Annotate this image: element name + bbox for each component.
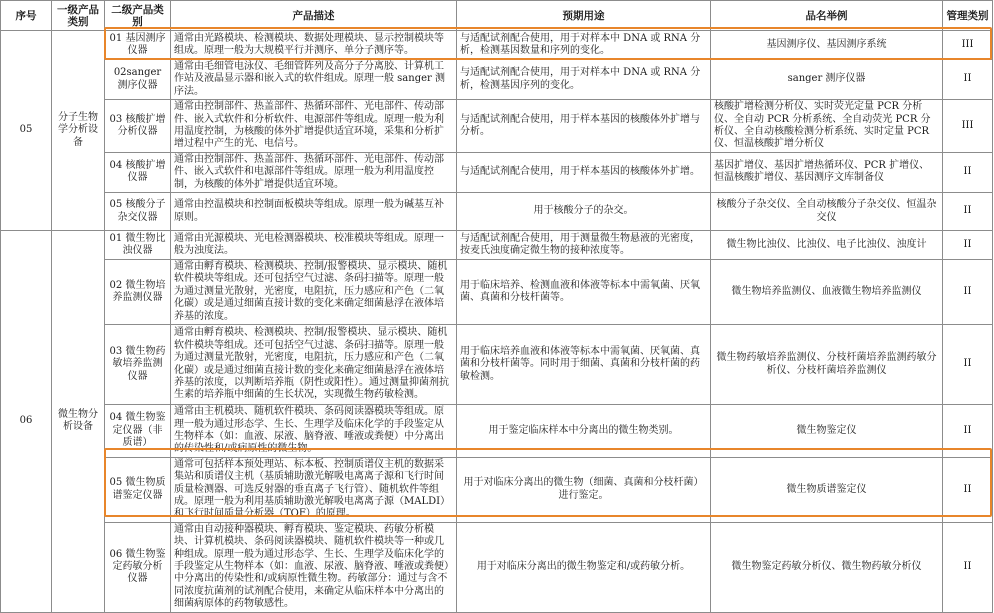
mgmt-cell: III (943, 31, 993, 60)
subcategory-cell: 03 微生物药敏培养监测仪器 (105, 325, 171, 405)
description-cell: 通常由孵育模块、检测模块、控制/报警模块、显示模块、随机软件模块等组成。还可包括空气过滤、条码扫描等。原理一般为通过测量光散射，光密度，电阻抗，压力感应和产色（二氧化碳）或是通过细菌直接计数的变化来确定细菌悬浮在液体培养基的浓度，以判断培养瓶（阴性或阳性）。通过测量抑菌剂抗生素的培养瓶中细菌的生长状况，实现微生物药敏检测。 (171, 325, 457, 405)
use-cell: 与适配试剂配合使用，用于对样本中 DNA 或 RNA 分析，检测基因数量和序列的变化。 (457, 31, 711, 60)
subcategory-cell: 02sanger 测序仪器 (105, 60, 171, 100)
header-use: 预期用途 (457, 1, 711, 31)
examples-cell: 核酸扩增检测分析仪、实时荧光定量 PCR 分析仪、全自动 PCR 分析系统、全自动荧光 PCR 分析仪、全自动核酸检测分析系统、实时定量 PCR 仪、恒温核酸扩增分析仪 (711, 100, 943, 153)
examples-cell: 核酸分子杂交仪、全自动核酸分子杂交仪、恒温杂交仪 (711, 193, 943, 231)
mgmt-cell: II (943, 405, 993, 458)
use-cell: 用于核酸分子的杂交。 (457, 193, 711, 231)
use-cell: 与适配试剂配合使用，用于样本基因的核酸体外扩增。 (457, 152, 711, 192)
use-cell: 用于鉴定临床样本中分离出的微生物类别。 (457, 405, 711, 458)
header-mgmt: 管理类别 (943, 1, 993, 31)
table-row (1, 231, 993, 260)
table-row (1, 457, 993, 522)
use-cell: 与适配试剂配合使用，用于对样本中 DNA 或 RNA 分析，检测基因序列的变化。 (457, 60, 711, 100)
header-row (1, 1, 993, 31)
subcategory-cell: 05 微生物质谱鉴定仪器 (105, 457, 171, 522)
group-category: 分子生物学分析设备 (52, 31, 105, 231)
subcategory-cell: 04 核酸扩增仪器 (105, 152, 171, 192)
mgmt-cell: II (943, 193, 993, 231)
examples-cell: sanger 测序仪器 (711, 60, 943, 100)
header-seq: 序号 (1, 1, 52, 31)
use-cell: 用于临床培养、检测血液和体液等标本中需氧菌、厌氧菌、真菌和分枝杆菌等。 (457, 260, 711, 325)
subcategory-cell: 06 微生物鉴定药敏分析仪器 (105, 522, 171, 612)
examples-cell: 微生物质谱鉴定仪 (711, 457, 943, 522)
table-row (1, 152, 993, 192)
description-cell: 通常可包括样本预处理站、标本板、控制质谱仪主机的数据采集站和质谱仪主机（基质辅助激光解吸电离离子源和飞行时间质量检测器、可选反射器的垂直离子飞行管）、随机软件等组成。原理一般为利用基质辅助激光解吸电离离子源（MALDI）和飞行时间质量分析器（TOF）的原理。 (171, 457, 457, 522)
description-cell: 通常由光路模块、检测模块、数据处理模块、显示控制模块等组成。原理一般为大规模平行并测序、单分子测序等。 (171, 31, 457, 60)
description-cell: 通常由主机模块、随机软件模块、条码阅读器模块等组成。原理一般为通过形态学、生长、生理学及临床化学的手段鉴定从生物样本（如：血液、尿液、脑脊液、唾液或粪便）中分离出的传染性和/或病原性的微生物。 (171, 405, 457, 458)
table-row (1, 60, 993, 100)
examples-cell: 微生物药敏培养监测仪、分枝杆菌培养监测药敏分析仪、分枝杆菌培养监测仪 (711, 325, 943, 405)
header-cat2: 二级产品类别 (105, 1, 171, 31)
subcategory-cell: 01 微生物比浊仪器 (105, 231, 171, 260)
use-cell: 与适配试剂配合使用，用于测量微生物悬液的光密度，按麦氏浊度确定微生物的接种浓度等。 (457, 231, 711, 260)
mgmt-cell: II (943, 457, 993, 522)
mgmt-cell: II (943, 260, 993, 325)
description-cell: 通常由控温模块和控制面板模块等组成。原理一般为碱基互补原则。 (171, 193, 457, 231)
subcategory-cell: 03 核酸扩增分析仪器 (105, 100, 171, 153)
use-cell: 与适配试剂配合使用，用于样本基因的核酸体外扩增与分析。 (457, 100, 711, 153)
subcategory-cell: 02 微生物培养监测仪器 (105, 260, 171, 325)
table-row (1, 31, 993, 60)
group-seq: 05 (1, 31, 52, 231)
description-cell: 通常由自动接种器模块、孵育模块、鉴定模块、药敏分析模块、计算机模块、条码阅读器模块、随机软件模块等一种或几种组成。原理一般为通过形态学、生长、生理学及临床化学的手段鉴定从生物样本（如：血液、尿液、脑脊液、唾液或粪便）中分离出的传染性和/或病原性微生物。药敏部分：通过与含不同浓度抗菌剂的试剂配合使用，来确定从临床样本中分离出的细菌病原体的药物敏感性。 (171, 522, 457, 612)
description-cell: 通常由控制部件、热盖部件、热循环部件、光电部件、传动部件、嵌入式软件和分析软件、电源部件等组成。原理一般为利用温度控制，为核酸的体外扩增提供适宜环境，采集和分析扩增过程中产生的光、电信号。 (171, 100, 457, 153)
mgmt-cell: II (943, 60, 993, 100)
subcategory-cell: 01 基因测序仪器 (105, 31, 171, 60)
description-cell: 通常由光源模块、光电检测器模块、校准模块等组成。原理一般为浊度法。 (171, 231, 457, 260)
examples-cell: 微生物鉴定药敏分析仪、微生物药敏分析仪 (711, 522, 943, 612)
examples-cell: 微生物培养监测仪、血液微生物培养监测仪 (711, 260, 943, 325)
table-row (1, 100, 993, 153)
examples-cell: 基因扩增仪、基因扩增热循环仪、PCR 扩增仪、恒温核酸扩增仪、基因测序文库制备仪 (711, 152, 943, 192)
description-cell: 通常由控制部件、热盖部件、热循环部件、光电部件、传动部件、嵌入式软件和电源部件等组成。原理一般为利用温度控制，为核酸的体外扩增提供适宜环境。 (171, 152, 457, 192)
use-cell: 用于对临床分离出的微生物鉴定和/或药敏分析。 (457, 522, 711, 612)
table-row (1, 260, 993, 325)
use-cell: 用于对临床分离出的微生物（细菌、真菌和分枝杆菌）进行鉴定。 (457, 457, 711, 522)
description-cell: 通常由孵育模块、检测模块、控制/报警模块、显示模块、随机软件模块等组成。还可包括空气过滤、条码扫描等。原理一般为通过测量光散射，光密度，电阻抗，压力感应和产色（二氧化碳）或是通过细菌直接计数的变化来确定细菌悬浮在液体培养基的浓度。 (171, 260, 457, 325)
table-row (1, 325, 993, 405)
use-cell: 用于临床培养血液和体液等标本中需氧菌、厌氧菌、真菌和分枝杆菌等。同时用于细菌、真菌和分枝杆菌的药敏检测。 (457, 325, 711, 405)
table-row (1, 522, 993, 612)
header-desc: 产品描述 (171, 1, 457, 31)
header-examples: 品名举例 (711, 1, 943, 31)
table-row (1, 405, 993, 458)
mgmt-cell: II (943, 325, 993, 405)
examples-cell: 微生物鉴定仪 (711, 405, 943, 458)
examples-cell: 微生物比浊仪、比浊仪、电子比浊仪、浊度计 (711, 231, 943, 260)
group-seq: 06 (1, 231, 52, 613)
mgmt-cell: III (943, 100, 993, 153)
mgmt-cell: II (943, 522, 993, 612)
mgmt-cell: II (943, 231, 993, 260)
subcategory-cell: 04 微生物鉴定仪器（非质谱） (105, 405, 171, 458)
subcategory-cell: 05 核酸分子杂交仪器 (105, 193, 171, 231)
group-category: 微生物分析设备 (52, 231, 105, 613)
description-cell: 通常由毛细管电泳仪、毛细管阵列及高分子分离胶、计算机工作站及液晶显示器和嵌入式的软件组成。原理一般 sanger 测序法。 (171, 60, 457, 100)
header-cat1: 一级产品类别 (52, 1, 105, 31)
examples-cell: 基因测序仪、基因测序系统 (711, 31, 943, 60)
table-row (1, 193, 993, 231)
mgmt-cell: II (943, 152, 993, 192)
